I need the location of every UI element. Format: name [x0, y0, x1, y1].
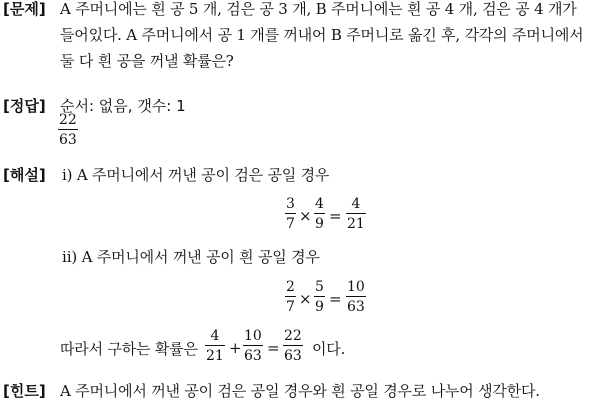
hint-text: A 주머니에서 꺼낸 공이 검은 공일 경우와 흰 공일 경우로 나누어 생각한다. [60, 382, 540, 400]
conclusion-prefix: 따라서 구하는 확률은 [60, 340, 198, 358]
fraction-bar [346, 213, 366, 214]
fraction-bar [285, 296, 296, 297]
answer-denominator: 63 [59, 132, 77, 148]
case2-fraction-2 [314, 279, 325, 315]
numerator: 4 [351, 196, 361, 212]
case2-fraction-1 [285, 279, 296, 315]
denominator: 9 [315, 299, 324, 315]
fraction-bar [314, 296, 325, 297]
times-sign: × [299, 290, 312, 308]
case1-fraction-1 [285, 196, 296, 232]
fraction-bar [314, 213, 325, 214]
numerator: 4 [210, 328, 220, 344]
numerator: 10 [347, 279, 365, 295]
equals-sign: = [329, 207, 342, 225]
conclusion-result-fraction [283, 328, 303, 364]
fraction-bar [243, 345, 263, 346]
numerator: 5 [315, 279, 324, 295]
problem-line-3: 둘 다 흰 공을 꺼낼 확률은? [60, 52, 234, 70]
denominator: 63 [347, 299, 365, 315]
solution-case2-label: ⅱ) A 주머니에서 꺼낸 공이 흰 공일 경우 [62, 248, 320, 266]
case1-result-fraction [346, 196, 366, 232]
solution-tag: [해설] [3, 166, 46, 184]
problem-line-2: 들어있다. A 주머니에서 공 1 개를 꺼내어 B 주머니로 옮긴 후, 각각의 주머니에서 [60, 26, 584, 44]
case1-fraction-2 [314, 196, 325, 232]
conclusion-fraction-1 [205, 328, 225, 364]
conclusion-suffix: 이다. [312, 340, 346, 358]
problem-line-1: A 주머니에는 흰 공 5 개, 검은 공 3 개, B 주머니에는 흰 공 4 개, 검은 공 4 개가 [60, 0, 577, 18]
conclusion-fraction-2 [243, 328, 263, 364]
fraction-bar [346, 296, 366, 297]
fraction-bar [205, 345, 225, 346]
fraction-bar [285, 213, 296, 214]
solution-case1-label: ⅰ) A 주머니에서 꺼낸 공이 검은 공일 경우 [62, 166, 330, 184]
case2-result-fraction [346, 279, 366, 315]
denominator: 7 [286, 216, 295, 232]
times-sign: × [299, 207, 312, 225]
equals-sign: = [267, 339, 280, 357]
answer-fraction [58, 112, 78, 148]
numerator: 22 [284, 328, 302, 344]
denominator: 63 [244, 348, 262, 364]
answer-tag: [정답] [3, 97, 46, 115]
problem-tag: [문제] [3, 0, 46, 18]
numerator: 4 [315, 196, 324, 212]
denominator: 21 [206, 348, 224, 364]
numerator: 10 [244, 328, 262, 344]
denominator: 21 [347, 216, 365, 232]
denominator: 9 [315, 216, 324, 232]
hint-tag: [힌트] [3, 382, 46, 400]
equals-sign: = [329, 290, 342, 308]
fraction-bar [58, 129, 78, 130]
denominator: 63 [284, 348, 302, 364]
numerator: 3 [286, 196, 295, 212]
denominator: 7 [286, 299, 295, 315]
numerator: 2 [286, 279, 295, 295]
answer-meta: 순서: 없음, 갯수: 1 [60, 97, 186, 115]
plus-sign: + [229, 339, 242, 357]
fraction-bar [283, 345, 303, 346]
answer-numerator: 22 [59, 112, 77, 128]
